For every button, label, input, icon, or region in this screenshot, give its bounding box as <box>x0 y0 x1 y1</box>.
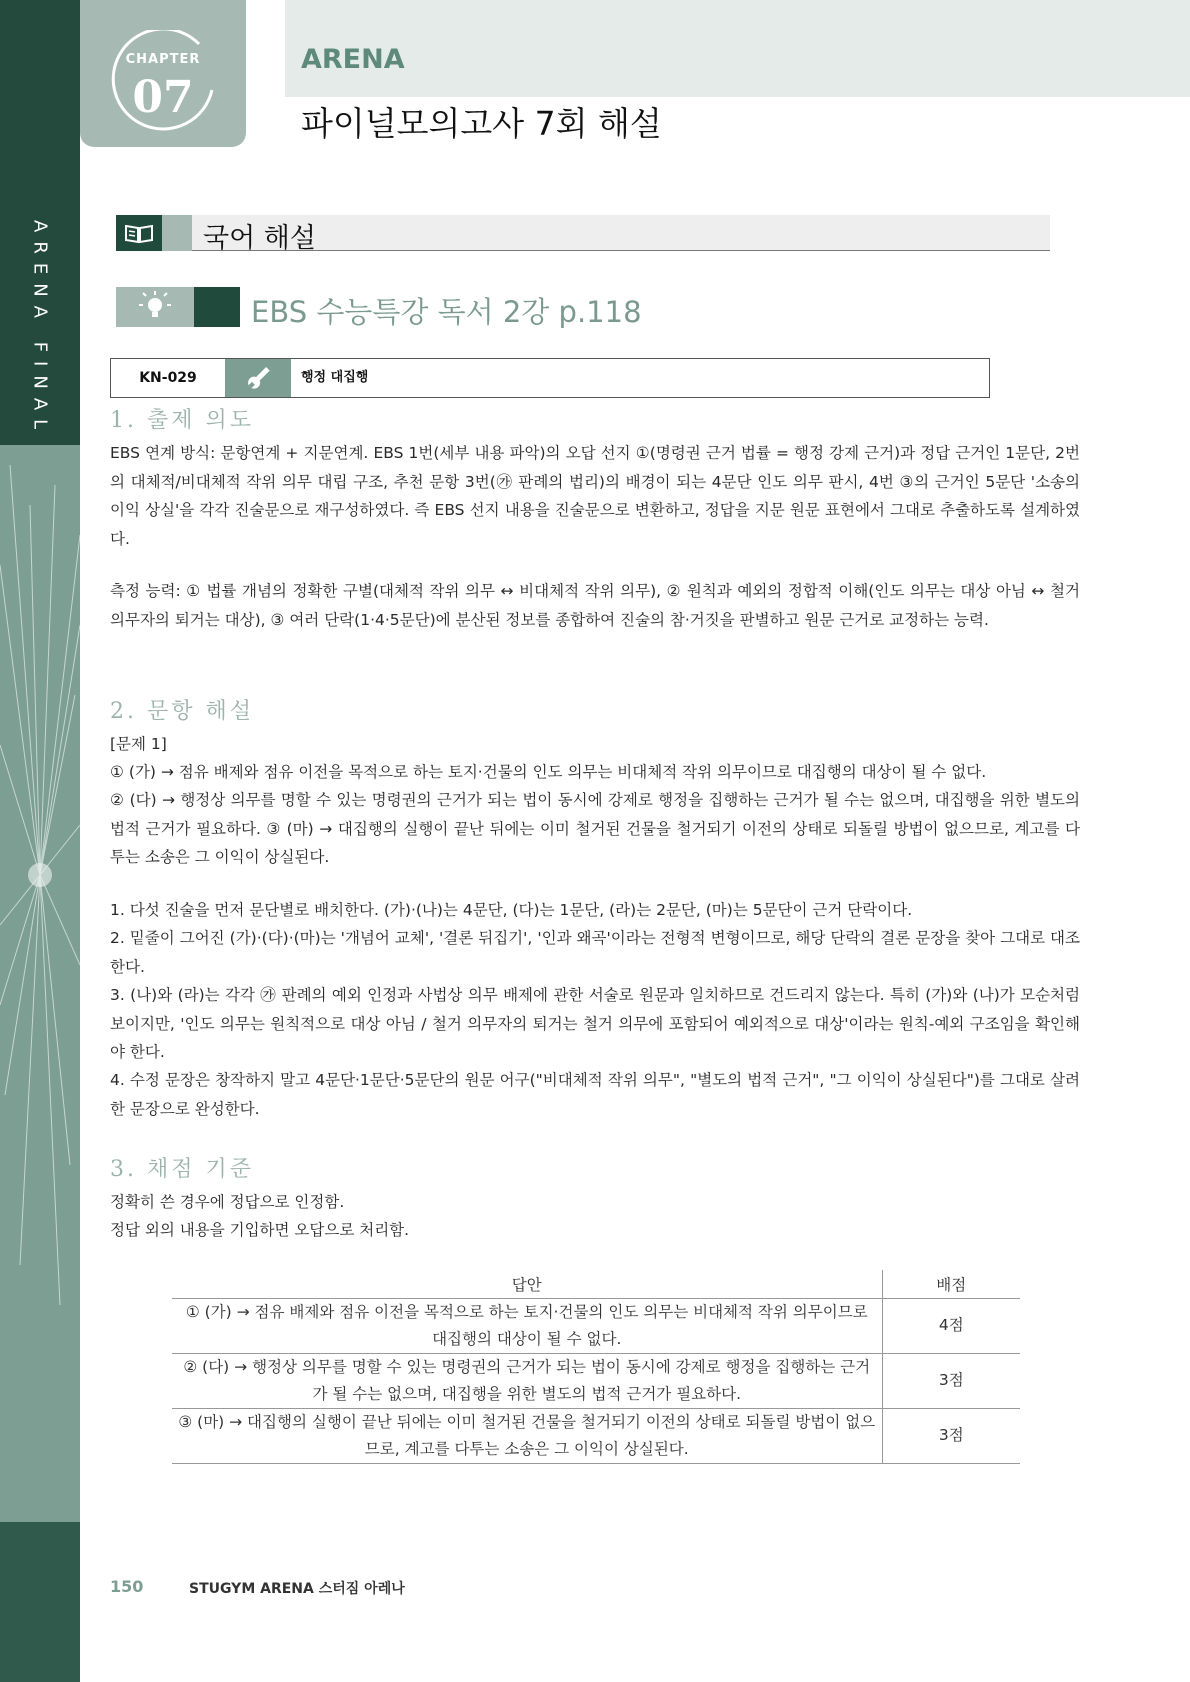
table-row <box>172 1298 1020 1353</box>
criteria-line-1: 정확히 쓴 경우에 정답으로 인정함. <box>110 1193 345 1211</box>
page-title: 파이널모의고사 7회 해설 <box>301 104 662 143</box>
table-header-answer: 답안 <box>172 1270 882 1298</box>
table-cell-points: 3점 <box>882 1353 1020 1408</box>
table-cell-answer: ③ (마) → 대집행의 실행이 끝난 뒤에는 이미 철거된 건물을 철거되기 이전의 상태로 되돌릴 방법이 없으므로, 계고를 다투는 소송은 그 이익이 상실된다. <box>172 1408 882 1463</box>
problem-topic: 행정 대집행 <box>301 370 369 385</box>
table-row <box>172 1408 1020 1463</box>
header-band <box>285 0 1190 97</box>
chapter-label: CHAPTER <box>125 52 201 67</box>
footer-brand: STUGYM ARENA 스터짐 아레나 <box>189 1581 405 1597</box>
intent-paragraph-1: EBS 연계 방식: 문항연계 + 지문연계. EBS 1번(세부 내용 파악)의 오답 선지 ①(명령권 근거 법률 = 행정 강제 근거)과 정답 근거인 1문단, 2번의 대체적/비대체적 작위 의무 대립 구조, 추천 문항 3번(㉮ 판례의 법리)의 배경이 되는 4문단 인도 의무 판시, 4번 ③의 근거인 5문단 '소송의 이익 상실'을 각각 진술문으로 재구성하였다. 즉 EBS 선지 내용을 진술문으로 변환하고, 정답을 지문 원문 표현에서 그대로 추출하도록 설계하였다. <box>110 444 1080 548</box>
scoring-table <box>172 1270 1020 1464</box>
criteria-line-2: 정답 외의 내용을 기입하면 오답으로 처리함. <box>110 1221 410 1239</box>
table-row <box>172 1353 1020 1408</box>
series-label: ARENA <box>301 44 405 75</box>
book-icon <box>116 215 162 251</box>
answer-line-2: ② (다) → 행정상 의무를 명할 수 있는 명령권의 근거가 되는 법이 동시에 강제로 행정을 집행하는 근거가 될 수는 없으며, 대집행을 위한 별도의 법적 근거가 필요하다. ③ (마) → 대집행의 실행이 끝난 뒤에는 이미 철거된 건물을 철거되기 이전의 상태로 되돌릴 방법이 없으므로, 계고를 다투는 소송은 그 이익이 상실된다. <box>110 791 1080 866</box>
sidebar-vertical-text: ARENA FINAL <box>29 220 51 439</box>
burst-decoration <box>0 445 80 1522</box>
source-title: EBS 수능특강 독서 2강 p.118 <box>251 295 642 329</box>
problem-code: KN-029 <box>139 370 197 386</box>
section-accent <box>162 215 192 251</box>
lightbulb-icon <box>116 287 194 327</box>
sidebar-bottom-band <box>0 1522 80 1682</box>
answer-line-1: ① (가) → 점유 배제와 점유 이전을 목적으로 하는 토지·건물의 인도 의무는 비대체적 작위 의무이므로 대집행의 대상이 될 수 없다. <box>110 763 987 781</box>
chapter-number: 07 <box>132 72 194 123</box>
problem-label: [문제 1] <box>110 735 167 753</box>
intent-paragraph-2: 측정 능력: ① 법률 개념의 정확한 구별(대체적 작위 의무 ↔ 비대체적 작위 의무), ② 원칙과 예외의 정합적 이해(인도 의무는 대상 아님 ↔ 철거 의무자의 퇴거는 대상), ③ 여러 단락(1·4·5문단)에 분산된 정보를 종합하여 진술의 참·거짓을 판별하고 원문 근거로 교정하는 능력. <box>110 582 1080 629</box>
heading-explanation: 2. 문항 해설 <box>110 699 254 724</box>
wrench-icon <box>225 359 291 397</box>
table-cell-answer: ② (다) → 행정상 의무를 명할 수 있는 명령권의 근거가 되는 법이 동시에 강제로 행정을 집행하는 근거가 될 수는 없으며, 대집행을 위한 별도의 법적 근거가 필요하다. <box>172 1353 882 1408</box>
table-header-points: 배점 <box>882 1270 1020 1298</box>
source-accent <box>194 287 240 327</box>
step-3: 3. (나)와 (라)는 각각 ㉮ 판례의 예외 인정과 사법상 의무 배제에 관한 서술로 원문과 일치하므로 건드리지 않는다. 특히 (가)와 (나)가 모순처럼 보이지만, '인도 의무는 원칙적으로 대상 아님 / 철거 의무자의 퇴거는 철거 의무에 포함되어 예외적으로 대상'이라는 원칙-예외 구조임을 확인해야 한다. <box>110 986 1080 1061</box>
heading-criteria: 3. 채점 기준 <box>110 1157 254 1182</box>
step-1: 1. 다섯 진술을 먼저 문단별로 배치한다. (가)·(나)는 4문단, (다)는 1문단, (라)는 2문단, (마)는 5문단이 근거 단락이다. <box>110 901 913 919</box>
left-sidebar <box>0 0 80 1682</box>
problem-info-bar <box>110 358 990 398</box>
table-cell-points: 4점 <box>882 1298 1020 1353</box>
section-title: 국어 해설 <box>203 223 316 254</box>
page-number: 150 <box>110 1577 144 1596</box>
heading-intent: 1. 출제 의도 <box>110 408 254 433</box>
table-header-row <box>172 1270 1020 1298</box>
table-cell-points: 3점 <box>882 1408 1020 1463</box>
step-2: 2. 밑줄이 그어진 (가)·(다)·(마)는 '개념어 교체', '결론 뒤집기', '인과 왜곡'이라는 전형적 변형이므로, 해당 단락의 결론 문장을 찾아 그대로 대조한다. <box>110 929 1080 976</box>
step-4: 4. 수정 문장은 창작하지 말고 4문단·1문단·5문단의 원문 어구("비대체적 작위 의무", "별도의 법적 근거", "그 이익이 상실된다")를 그대로 살려 한 문장으로 완성한다. <box>110 1071 1080 1118</box>
table-cell-answer: ① (가) → 점유 배제와 점유 이전을 목적으로 하는 토지·건물의 인도 의무는 비대체적 작위 의무이므로 대집행의 대상이 될 수 없다. <box>172 1298 882 1353</box>
